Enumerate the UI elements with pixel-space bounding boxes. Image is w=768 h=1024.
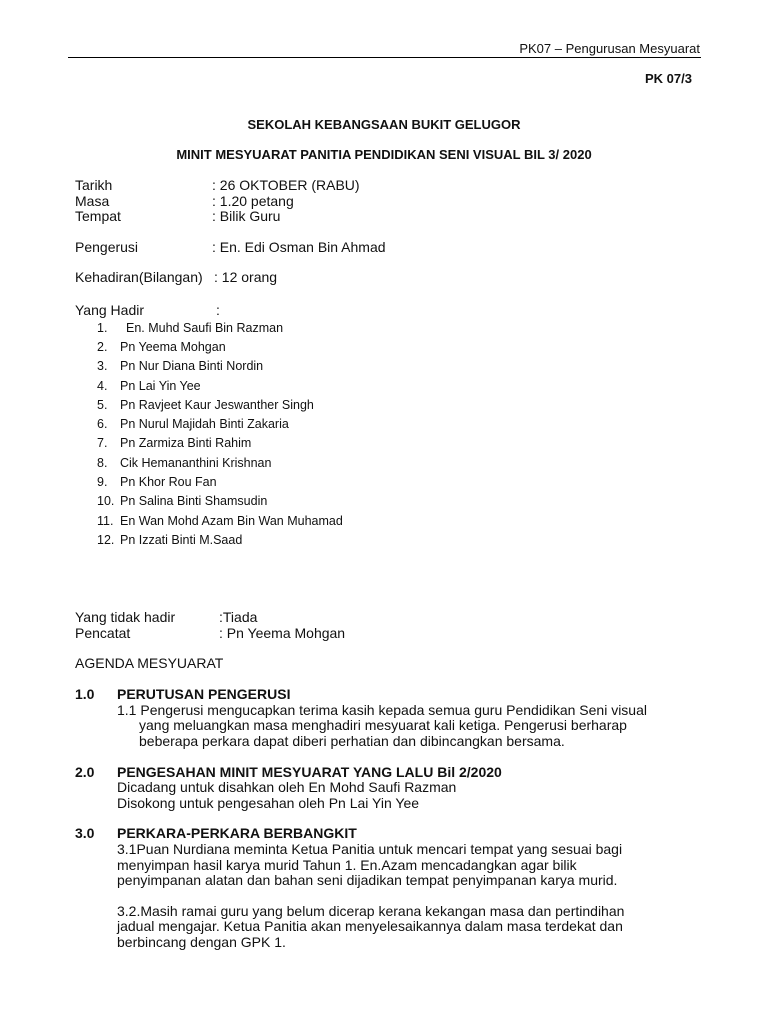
member-name: Pn Khor Rou Fan	[120, 475, 217, 489]
member-name: Pn Ravjeet Kaur Jeswanther Singh	[120, 398, 314, 412]
member-name: Pn Salina Binti Shamsudin	[120, 494, 268, 508]
member-number: 8.	[97, 456, 108, 470]
section-line: 3.2.Masih ramai guru yang belum dicerap kerana kekangan masa dan pertindihan	[117, 903, 625, 919]
yang-hadir-colon: :	[216, 302, 220, 318]
section-line: berbincang dengan GPK 1.	[117, 934, 286, 950]
absent-label: Yang tidak hadir	[75, 609, 176, 625]
meeting-title: MINIT MESYUARAT PANITIA PENDIDIKAN SENI VISUAL BIL 3/ 2020	[176, 147, 592, 162]
member-number: 11.	[97, 514, 114, 528]
section-line: penyimpanan alatan dan bahan seni dijadikan tempat penyimpanan karya murid.	[117, 872, 618, 888]
pengerusi-label: Pengerusi	[75, 239, 139, 255]
member-name: En. Muhd Saufi Bin Razman	[126, 321, 284, 335]
member-number: 9.	[97, 475, 108, 489]
member-number: 7.	[97, 436, 108, 450]
section-line: 3.1Puan Nurdiana meminta Ketua Panitia untuk mencari tempat yang sesuai bagi	[117, 841, 623, 857]
member-name: En Wan Mohd Azam Bin Wan Muhamad	[120, 514, 343, 528]
section-title: PERUTUSAN PENGERUSI	[117, 686, 291, 702]
agenda-heading: AGENDA MESYUARAT	[75, 655, 224, 671]
member-name: Pn Nur Diana Binti Nordin	[120, 359, 264, 373]
tempat-label: Tempat	[75, 208, 121, 224]
member-number: 4.	[97, 379, 108, 393]
section-title: PENGESAHAN MINIT MESYUARAT YANG LALU Bil 2/2020	[117, 764, 502, 780]
document-reference: PK07 – Pengurusan Mesyuarat	[519, 41, 700, 56]
section-line: yang meluangkan masa menghadiri mesyuarat kali ketiga. Pengerusi berharap	[139, 717, 627, 733]
tarikh-label: Tarikh	[75, 177, 113, 193]
recorder-label: Pencatat	[75, 625, 131, 641]
kehadiran-value: : 12 orang	[214, 269, 278, 285]
member-name: Pn Yeema Mohgan	[120, 340, 226, 354]
section-line: Dicadang untuk disahkan oleh En Mohd Saufi Razman	[117, 779, 457, 795]
section-line: Disokong untuk pengesahan oleh Pn Lai Yin Yee	[117, 795, 420, 811]
section-title: PERKARA-PERKARA BERBANGKIT	[117, 825, 357, 841]
section-line: jadual mengajar. Ketua Panitia akan menyelesaikannya dalam masa terdekat dan	[117, 918, 623, 934]
section-line: menyimpan hasil karya murid Tahun 1. En.Azam mencadangkan agar bilik	[117, 857, 577, 873]
section-line: beberapa perkara dapat diberi perhatian dan dibincangkan bersama.	[139, 733, 565, 749]
member-number: 10.	[97, 494, 115, 508]
kehadiran-label: Kehadiran(Bilangan)	[75, 269, 203, 285]
pengerusi-value: : En. Edi Osman Bin Ahmad	[212, 239, 386, 255]
form-code: PK 07/3	[645, 71, 692, 86]
member-name: Cik Hemananthini Krishnan	[120, 456, 272, 470]
yang-hadir-label: Yang Hadir	[75, 302, 145, 318]
member-number: 6.	[97, 417, 108, 431]
section-number: 3.0	[75, 825, 95, 841]
member-name: Pn Zarmiza Binti Rahim	[120, 436, 252, 450]
member-name: Pn Izzati Binti M.Saad	[120, 533, 243, 547]
member-number: 2.	[97, 340, 108, 354]
member-number: 3.	[97, 359, 108, 373]
masa-label: Masa	[75, 193, 110, 209]
absent-value: :Tiada	[219, 609, 258, 625]
member-name: Pn Lai Yin Yee	[120, 379, 201, 393]
member-number: 1.	[97, 321, 108, 335]
tarikh-value: : 26 OKTOBER (RABU)	[212, 177, 360, 193]
recorder-value: : Pn Yeema Mohgan	[219, 625, 346, 641]
school-name: SEKOLAH KEBANGSAAN BUKIT GELUGOR	[247, 117, 521, 132]
masa-value: : 1.20 petang	[212, 193, 294, 209]
section-number: 1.0	[75, 686, 95, 702]
member-number: 12.	[97, 533, 115, 547]
member-number: 5.	[97, 398, 108, 412]
section-line: 1.1 Pengerusi mengucapkan terima kasih kepada semua guru Pendidikan Seni visual	[117, 702, 647, 718]
tempat-value: : Bilik Guru	[212, 208, 281, 224]
member-name: Pn Nurul Majidah Binti Zakaria	[120, 417, 289, 431]
header-divider	[68, 57, 701, 58]
section-number: 2.0	[75, 764, 95, 780]
